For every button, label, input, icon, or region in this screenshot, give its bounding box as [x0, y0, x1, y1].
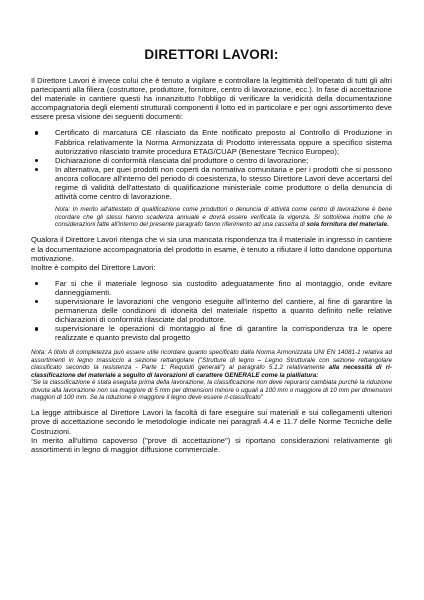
list-item: Far si che il materiale legnoso sia custodito adeguatamente fino al montaggio, onde evitare danneggiamenti. [55, 279, 392, 297]
bullet-icon [35, 168, 38, 171]
duties-intro: Inoltre è compito del Direttore Lavori: [31, 262, 156, 272]
duties-list [31, 279, 392, 343]
list-item: In alternativa, per quei prodotti non coperti da normativa comunitaria e per i prodotti che si possono ancora collocare all'interno del periodo di coesistenza, lo stesso Direttore Lavori deve accertarsi del regime di validità dell'attestato di qualificazione ministeriale come produttore o della denuncia di attività come centro di lavorazione. [55, 165, 392, 201]
bullet-icon [35, 131, 38, 134]
bullet-icon [35, 327, 38, 330]
list-item: Dichiarazione di conformità rilasciata dal produttore o centro di lavorazione; [55, 156, 392, 165]
note-classification: Nota: A titolo di completezza può essere utile ricordare quanto specificato dalla Norma Armonizzata UNI EN 14081-1 relativa ad assortimenti in legno massiccio a sezione rettangolare ("Strutture di legno – Legno Strutturale con sezione rettangolare classificato secondo la resistenza - Parte 1: Requisiti generali") al paragrafo 5.1.2 relativamente alla necessità di ri-classificazione del materiale a seguito di lavorazioni di carattere GENERALE come la pialliatura: "Se la classificazione è stata eseguita prima della lavorazione, la classificazione non deve repurarsi cambiata purché la riduzione dovuta alla lavorazione non sia maggiore di 5 mm per dimensioni minore o uguali a 100 mm o maggiore di 10 mm per dimensioni maggiori di 100 mm. Se la riduzione è maggiore il legno deve essere ri-classificato" [31, 349, 392, 401]
documents-list [31, 128, 392, 201]
bullet-icon [35, 282, 38, 285]
note-qualification: Nota: In merito all'attestato di qualificazione come produttori o denuncia di attività come centro di lavorazione è bene ricordare che gli stessi hanno scadenza annuale e dovrà essere verificata la vigenza. Si sottolinea inoltre che le considerazioni fatte all'interno del presente paragrafo fanno riferimento ad una cassetta di sola fornitura del materiale. [55, 206, 392, 229]
final-paragraph: In merito all'ultimo capoverso ("prove di accettazione") si riportano considerazioni relativamente gli assortimenti in legno di maggior diffusione commerciale. [31, 435, 392, 454]
rejection-paragraph: Qualora il Direttore Lavori ritenga che vi sia una mancata rispondenza tra il materiale in ingresso in cantiere e la documentazione accompagnatoria del prodotto in esame, è tenuto a rifiutare il lotto dandone opportuna motivazione. [31, 235, 392, 263]
bullet-icon [35, 159, 38, 162]
tests-paragraph: La legge attribuisce al Direttore Lavori la facoltà di fare eseguire sui materiali e sui collegamenti ulteriori prove di accettazione secondo le metodologie indicate nei paragrafi 4.4 e 11.7 delle Norme Tecniche delle Costruzioni. [31, 408, 392, 436]
bullet-icon [35, 300, 38, 303]
list-item: supervisionare le lavorazioni che vengono eseguite all'interno del cantiere, al fine di garantire la permanenza delle condizioni di idoneità del materiale rispetto a quanto definito nelle relative dichiarazioni di conformità rilasciate dal produttore. [55, 297, 392, 324]
intro-paragraph: Il Direttore Lavori è invece colui che è tenuto a vigilare e controllare la legittimità dell'operato di tutti gli altri partecipanti alla filiera (costruttore, produttore, fornitore, centro di lavorazione, ecc.). In fase di accettazione del materiale in cantiere questi ha innanzitutto l'obbligo di verificare la veridicità della documentazione accompagnatoria degli elementi strutturali componenti il lotto ed in particolare e per ogni assortimento deve essere presa visione dei seguenti documenti: [31, 76, 392, 122]
page-title: DIRETTORI LAVORI: [144, 47, 279, 62]
list-item: Certificato di marcatura CE rilasciato da Ente notificato preposto al Controllo di Produzione in Fabbrica relativamente la Norma Armonizzata di Prodotto interessata oppure a specifico sistema autorizzativo rilasciato tramite procedura ETAG/CUAP (Benestare Tecnico Europeo); [55, 128, 392, 155]
list-item: supervisionare le operazioni di montaggio al fine di garantire la corrispondenza tra le opere realizzate e quanto previsto dal progetto [55, 324, 392, 342]
